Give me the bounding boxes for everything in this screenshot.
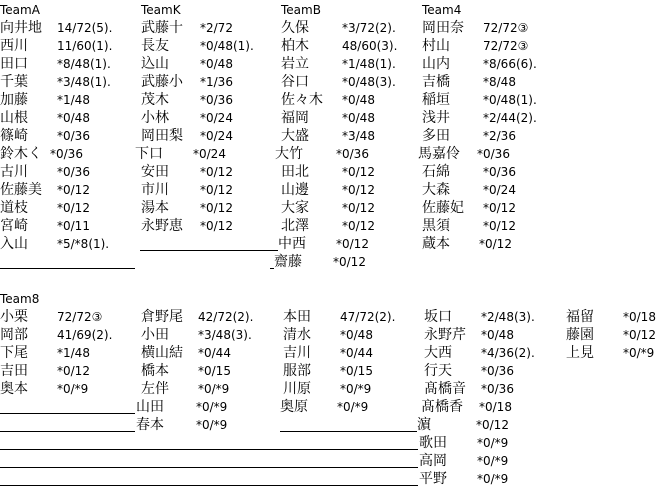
player-name: 山田 (136, 399, 164, 415)
player-name: 髙橋音 (424, 381, 466, 397)
player-row (281, 199, 375, 217)
player-row (141, 217, 277, 235)
player-row (422, 73, 516, 91)
player-row (424, 308, 535, 326)
team-title: Team4 (422, 3, 462, 17)
player-score: *0/12 (342, 165, 375, 179)
player-row (0, 452, 418, 470)
player-score: *0/12 (333, 255, 366, 269)
player-score: *0/12 (57, 364, 90, 378)
player-score: *0/36 (481, 364, 514, 378)
player-name: 田口 (0, 56, 28, 72)
player-row (422, 199, 516, 217)
team-title: TeamB (281, 3, 321, 17)
player-name: 濵 (417, 417, 431, 433)
player-score: *0/12 (479, 237, 512, 251)
player-score: *4/36(2). (481, 346, 535, 360)
player-score: *3/48(3). (198, 328, 252, 342)
player-row (0, 217, 135, 235)
blank-line (270, 253, 274, 269)
player-row (275, 145, 369, 163)
player-score: *0/12 (483, 219, 516, 233)
player-score: *0/44 (340, 346, 373, 360)
player-row (281, 181, 375, 199)
player-score: *0/12 (200, 201, 233, 215)
player-name: 柏木 (281, 38, 309, 54)
player-row (141, 55, 277, 73)
player-name: 佐々木 (281, 92, 323, 108)
player-score: *0/48 (200, 57, 233, 71)
player-score: *0/*9 (198, 382, 230, 396)
player-name: 浅井 (422, 110, 450, 126)
player-name: 服部 (283, 363, 311, 379)
player-row (283, 362, 417, 380)
player-score: *0/*9 (477, 472, 509, 486)
player-row (141, 362, 231, 380)
team-column (418, 1, 537, 253)
player-name: 田北 (281, 164, 309, 180)
player-name: 武藤十 (141, 20, 183, 36)
player-name: 齋藤 (274, 254, 302, 270)
player-row (281, 217, 375, 235)
player-score: *0/44 (198, 346, 231, 360)
player-row (280, 398, 417, 416)
player-row (283, 344, 417, 362)
player-name: 山根 (0, 110, 28, 126)
player-name: 大西 (424, 345, 452, 361)
player-row (278, 235, 369, 253)
player-name: 坂口 (424, 309, 452, 325)
player-score: *0/36 (57, 165, 90, 179)
player-name: 大家 (281, 200, 309, 216)
player-name: 小田 (141, 327, 169, 343)
player-name: 清水 (283, 327, 311, 343)
player-name: 入山 (0, 236, 28, 252)
player-row (424, 362, 514, 380)
player-name: 黒須 (422, 218, 450, 234)
blank-line (0, 452, 418, 468)
player-name: 長友 (141, 38, 169, 54)
player-row (141, 73, 277, 91)
player-score: *3/48 (342, 129, 375, 143)
player-name: 吉川 (283, 345, 311, 361)
player-row (141, 19, 277, 37)
player-score: *0/48(3). (342, 75, 396, 89)
player-score: *0/11 (57, 219, 90, 233)
player-score: *0/12 (342, 219, 375, 233)
player-row (0, 470, 418, 488)
blank-line (280, 416, 417, 432)
player-row (421, 398, 512, 416)
player-name: 下口 (135, 146, 163, 162)
player-name: 久保 (281, 20, 309, 36)
player-row (422, 37, 529, 55)
player-name: 佐藤妃 (422, 200, 464, 216)
player-name: 石綿 (422, 164, 450, 180)
player-row (422, 181, 516, 199)
player-score: *0/24 (200, 111, 233, 125)
player-row (141, 163, 277, 181)
team-column (566, 308, 656, 362)
player-score: *0/36 (57, 129, 90, 143)
player-name: 歌田 (419, 435, 447, 451)
player-row (0, 55, 135, 73)
player-row (422, 235, 512, 253)
player-score: *0/12 (57, 201, 90, 215)
player-row (141, 380, 230, 398)
player-name: 倉野尾 (141, 309, 183, 325)
player-row (566, 326, 656, 344)
player-row (136, 398, 228, 416)
player-score: *0/48(1). (200, 39, 254, 53)
player-score: *0/36 (477, 147, 510, 161)
player-score: *0/*9 (623, 346, 655, 360)
player-row (283, 308, 417, 326)
player-name: 岡部 (0, 327, 28, 343)
player-score: 72/72③ (57, 310, 103, 324)
player-row (283, 380, 417, 398)
player-row (422, 163, 516, 181)
player-name: 永野恵 (141, 218, 183, 234)
player-name: 鈴木く (0, 146, 42, 162)
player-score: *0/12 (483, 201, 516, 215)
player-row (281, 19, 396, 37)
player-name: 宮崎 (0, 218, 28, 234)
player-name: 稲垣 (422, 92, 450, 108)
player-score: *1/36 (200, 75, 233, 89)
player-row (141, 37, 277, 55)
player-score: *0/12 (336, 237, 369, 251)
player-name: 橋本 (141, 363, 169, 379)
player-name: 小林 (141, 110, 169, 126)
player-score: *1/48 (57, 93, 90, 107)
player-name: 加藤 (0, 92, 28, 108)
player-name: 横山結 (141, 345, 183, 361)
team-column (274, 1, 398, 271)
player-name: 奥原 (280, 399, 308, 415)
player-name: 高岡 (419, 453, 447, 469)
player-row (0, 235, 135, 253)
player-score: *0/24 (200, 129, 233, 143)
player-row (283, 416, 417, 434)
player-row (141, 199, 277, 217)
player-name: 安田 (141, 164, 169, 180)
player-name: 多田 (422, 128, 450, 144)
player-row (0, 163, 135, 181)
player-name: 山邊 (281, 182, 309, 198)
player-score: *0/48 (481, 328, 514, 342)
player-score: *0/12 (200, 165, 233, 179)
player-row (422, 127, 516, 145)
player-score: *1/48 (57, 346, 90, 360)
player-row (0, 127, 135, 145)
team-title: Team8 (0, 292, 40, 306)
team-column (135, 1, 277, 253)
blank-line (0, 416, 135, 432)
player-score: *2/48(3). (481, 310, 535, 324)
player-name: 大森 (422, 182, 450, 198)
player-score: 14/72(5). (57, 21, 113, 35)
player-score: *1/48(1). (342, 57, 396, 71)
player-name: 古川 (0, 164, 28, 180)
player-score: *8/66(6). (483, 57, 537, 71)
player-row (283, 326, 417, 344)
player-row (141, 109, 277, 127)
player-row (281, 55, 396, 73)
player-score: 47/72(2). (340, 310, 396, 324)
player-name: 馬嘉伶 (418, 146, 460, 162)
player-row (417, 416, 509, 434)
player-score: *0/15 (340, 364, 373, 378)
player-row (281, 109, 375, 127)
player-row (424, 326, 514, 344)
player-row (424, 380, 514, 398)
team-title: TeamK (141, 3, 181, 17)
player-row (0, 19, 135, 37)
player-row (422, 19, 529, 37)
player-name: 北澤 (281, 218, 309, 234)
player-name: 谷口 (281, 74, 309, 90)
player-row (0, 434, 418, 452)
player-name: 岡田奈 (422, 20, 464, 36)
player-score: *0/12 (200, 183, 233, 197)
player-score: *0/*9 (337, 400, 369, 414)
player-score: *0/12 (476, 418, 509, 432)
player-score: *5/*8(1). (57, 237, 110, 251)
player-row (274, 253, 366, 271)
player-name: 佐藤美 (0, 182, 42, 198)
player-score: *0/18 (623, 310, 656, 324)
player-row (566, 308, 656, 326)
player-name: 上見 (566, 345, 594, 361)
player-row (0, 145, 135, 163)
player-name: 大竹 (275, 146, 303, 162)
player-name: 藤園 (566, 327, 594, 343)
player-score: 72/72③ (483, 39, 529, 53)
blank-line (0, 398, 135, 414)
player-row (0, 199, 135, 217)
player-name: 蔵本 (422, 236, 450, 252)
player-score: 42/72(2). (198, 310, 254, 324)
player-row (141, 308, 254, 326)
player-score: *0/*9 (477, 454, 509, 468)
player-score: *0/36 (483, 165, 516, 179)
player-row (141, 127, 277, 145)
player-row (422, 217, 516, 235)
player-score: *0/*9 (196, 400, 228, 414)
player-score: *0/18 (479, 400, 512, 414)
player-name: 吉橋 (422, 74, 450, 90)
player-row (135, 145, 277, 163)
player-score: *3/72(2). (342, 21, 396, 35)
team-column (136, 308, 254, 434)
player-score: *0/24 (483, 183, 516, 197)
player-row (281, 73, 396, 91)
player-name: 福岡 (281, 110, 309, 126)
player-score: *8/48(1). (57, 57, 111, 71)
player-score: *2/44(2). (483, 111, 537, 125)
player-row (281, 91, 375, 109)
player-row (0, 73, 135, 91)
player-score: *3/48(1). (57, 75, 111, 89)
player-name: 奥本 (0, 381, 28, 397)
player-row (419, 452, 509, 470)
player-score: *0/48 (342, 93, 375, 107)
player-name: 本田 (283, 309, 311, 325)
player-name: 永野芹 (424, 327, 466, 343)
player-row (281, 163, 375, 181)
blank-line (0, 253, 135, 269)
player-name: 春本 (136, 417, 164, 433)
player-row (418, 145, 510, 163)
player-score: *0/12 (200, 219, 233, 233)
player-row (419, 470, 509, 488)
player-score: *0/48 (340, 328, 373, 342)
player-score: *0/12 (342, 201, 375, 215)
player-row (141, 344, 231, 362)
player-score: *0/36 (200, 93, 233, 107)
player-name: 市川 (141, 182, 169, 198)
player-name: 篠崎 (0, 128, 28, 144)
player-name: 茂木 (141, 92, 169, 108)
player-row (422, 55, 537, 73)
player-score: 41/69(2). (57, 328, 113, 342)
player-name: 行天 (424, 363, 452, 379)
blank-line (0, 434, 418, 450)
player-row (424, 344, 535, 362)
player-row (422, 91, 537, 109)
player-score: *0/24 (193, 147, 226, 161)
player-name: 下尾 (0, 345, 28, 361)
player-score: *2/36 (483, 129, 516, 143)
player-score: *0/36 (50, 147, 83, 161)
player-score: *0/15 (198, 364, 231, 378)
player-name: 吉田 (0, 363, 28, 379)
blank-line (0, 470, 418, 486)
player-score: 48/60(3). (342, 39, 398, 53)
player-name: 平野 (419, 471, 447, 487)
team-column (417, 308, 535, 488)
player-score: *0/48 (57, 111, 90, 125)
player-score: *2/72 (200, 21, 233, 35)
player-score: *0/*9 (57, 382, 89, 396)
player-name: 岡田梨 (141, 128, 183, 144)
player-row (566, 344, 655, 362)
player-score: *8/48 (483, 75, 516, 89)
player-row (141, 91, 277, 109)
player-score: *0/12 (57, 183, 90, 197)
player-name: 村山 (422, 38, 450, 54)
player-name: 中西 (278, 236, 306, 252)
player-score: *0/48(1). (483, 93, 537, 107)
team-column (0, 1, 135, 271)
player-score: 72/72③ (483, 21, 529, 35)
player-name: 道枝 (0, 200, 28, 216)
player-row (0, 91, 135, 109)
player-row (0, 181, 135, 199)
player-row (0, 37, 135, 55)
player-row (281, 127, 375, 145)
player-score: *0/*9 (477, 436, 509, 450)
player-score: 11/60(1). (57, 39, 113, 53)
player-row (136, 416, 228, 434)
player-score: *0/*9 (340, 382, 372, 396)
player-name: 西川 (0, 38, 28, 54)
player-name: 左伴 (141, 381, 169, 397)
player-name: 山内 (422, 56, 450, 72)
player-name: 大盛 (281, 128, 309, 144)
player-name: 髙橋香 (421, 399, 463, 415)
player-score: *0/48 (342, 111, 375, 125)
player-score: *0/36 (481, 382, 514, 396)
player-row (0, 253, 135, 271)
player-row (141, 181, 277, 199)
team-title: TeamA (0, 3, 40, 17)
player-name: 岩立 (281, 56, 309, 72)
blank-line (140, 235, 278, 251)
player-row (141, 326, 252, 344)
team-column (280, 308, 417, 434)
player-name: 込山 (141, 56, 169, 72)
player-score: *0/36 (336, 147, 369, 161)
player-score: *0/*9 (196, 418, 228, 432)
player-name: 福留 (566, 309, 594, 325)
player-score: *0/12 (623, 328, 656, 342)
player-score: *0/12 (342, 183, 375, 197)
player-row (419, 434, 509, 452)
player-name: 武藤小 (141, 74, 183, 90)
player-row (0, 109, 135, 127)
player-name: 湯本 (141, 200, 169, 216)
player-row (422, 109, 537, 127)
player-name: 千葉 (0, 74, 28, 90)
player-row (281, 37, 398, 55)
player-name: 川原 (283, 381, 311, 397)
player-name: 向井地 (0, 20, 42, 36)
player-name: 小栗 (0, 309, 28, 325)
